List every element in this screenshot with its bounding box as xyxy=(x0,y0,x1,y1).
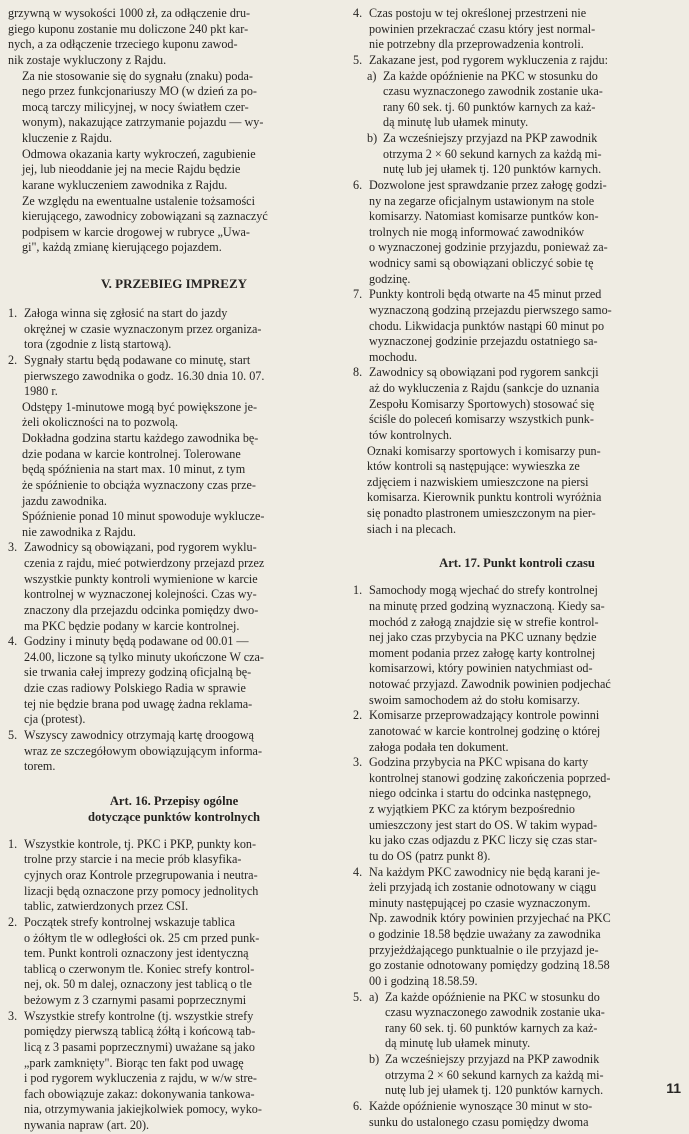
text-line: dzie podana w karcie kontrolnej. Tolerowane xyxy=(22,446,241,461)
text-line: Sygnały startu będą podawane co minutę, start xyxy=(24,352,251,367)
text-line: jazdu zawodnika. xyxy=(22,493,107,508)
text-line: kontrolnej stanowi godzinę zakończenia poprzed- xyxy=(369,770,611,785)
text-line: notować przyjazd. Zawodnik powinien podjechać xyxy=(369,677,611,691)
text-line: Zawodnicy są obowiązani, pod rygorem wyklu- xyxy=(24,540,257,555)
text-line: ściśle do poleceń komisarzy wszystkich punk- xyxy=(369,412,594,427)
text-line: żeli przyjadą ich zostanie odnotowany w ciągu xyxy=(369,880,597,895)
text-line: Załoga winna się zgłosić na start do jazdy xyxy=(24,306,228,320)
text-line: swoim samochodem aż do stołu komisarzy. xyxy=(369,692,580,707)
text-line: tablicą o czerwonym tle. Koniec strefy kontrol- xyxy=(24,961,255,976)
list-item xyxy=(8,1009,340,1134)
sub-item xyxy=(369,1052,681,1099)
text-line: podpisem w karcie drogowej w rubryce „Uwa- xyxy=(22,224,250,239)
intro-paragraph xyxy=(8,6,340,69)
art17-item-6 xyxy=(353,1099,681,1130)
item-number: 2. xyxy=(8,914,18,929)
list-item xyxy=(353,755,681,864)
section-v-list-a xyxy=(8,306,340,400)
text-line: mochód z załogą znajdzie się w strefie kontrol- xyxy=(369,614,599,629)
text-line: trolne przy starcie i na mecie prób klasyfika- xyxy=(24,852,242,867)
list-item xyxy=(353,6,681,53)
text-line: żeli okoliczności na to pozwolą. xyxy=(22,415,179,430)
text-line: Za nie stosowanie się do sygnału (znaku) poda- xyxy=(22,68,253,83)
text-line: Za wcześniejszy przyjazd na PKP zawodnik xyxy=(385,1052,600,1066)
list-item xyxy=(8,915,340,1009)
art16-heading xyxy=(8,793,340,825)
text-line: zanotować w karcie kontrolnej godzinę o której xyxy=(369,723,601,738)
start-interval-paragraph xyxy=(8,400,340,431)
text-line: nia, otrzymywania jakiejkolwiek pomocy, wyko- xyxy=(24,1102,262,1117)
text-line: Godzina przybycia na PKC wpisana do karty xyxy=(369,755,589,770)
item-text xyxy=(24,1009,340,1134)
text-line: Zawodnicy są obowiązani pod rygorem sankcji xyxy=(369,365,599,380)
sub-item-letter: a) xyxy=(367,68,377,83)
text-line: będą spóźnienia na start max. 10 minut, z tym xyxy=(22,462,246,477)
badges-paragraph xyxy=(353,444,681,538)
text-line: znaczony dla przejazdu odcinka pomiędzy dwo- xyxy=(24,602,259,617)
text-line: wonym), nakazujące zatrzymanie pojazdu — wy- xyxy=(22,115,264,130)
text-line: pierwszego zawodnika o godz. 16.30 dnia 10. 07. xyxy=(24,368,265,383)
section-v-list-b xyxy=(8,540,340,774)
list-item xyxy=(8,837,340,915)
text-line: wyznaczoną godziną przejazdu pierwszego samo- xyxy=(369,302,612,317)
text-line: Odstępy 1-minutowe mogą być powiększone je- xyxy=(22,399,257,414)
text-line: siach i na plecach. xyxy=(367,521,456,536)
card-paragraph xyxy=(8,147,340,194)
text-line: fach obowiązuje zakaz: dokonywania tankowa- xyxy=(24,1086,255,1101)
item-number: 2. xyxy=(353,708,363,723)
text-line: Komisarze przeprowadzający kontrole powinni xyxy=(369,708,600,723)
text-line: ma PKC będzie podany w karcie kontrolnej. xyxy=(24,618,240,633)
item-text xyxy=(369,365,681,443)
text-line: kluczenie z Rajdu. xyxy=(22,131,113,145)
text-line: grzywną w wysokości 1000 zł, za odłączenie dru- xyxy=(8,6,251,20)
text-line: nutę lub jej ułamek tj. 120 punktów karnych. xyxy=(383,162,602,177)
text-line: otrzyma 2 × 60 sekund karnych za każdą mi- xyxy=(383,146,602,161)
list-item xyxy=(353,287,681,365)
art17-list xyxy=(353,583,681,989)
item-text xyxy=(24,353,340,400)
item-number: 3. xyxy=(8,540,18,555)
text-line: ny na zegarze oficjalnym ustawionym na stole xyxy=(369,193,595,208)
text-line: dzie czas radiowy Polskiego Radia w sprawie xyxy=(24,681,246,695)
item-text xyxy=(24,540,340,634)
text-line: tów kontrolnych. xyxy=(369,427,452,442)
left-column xyxy=(8,6,340,1134)
item-text xyxy=(24,837,340,915)
text-line: Art. 16. Przepisy ogólne xyxy=(109,793,239,808)
text-line: tu do OS (patrz punkt 8). xyxy=(369,848,491,863)
text-line: Oznaki komisarzy sportowych i komisarzy pun- xyxy=(367,443,601,458)
text-line: przyjeżdżającego punktualnie o ile przyjazd je- xyxy=(369,942,599,957)
text-line: Początek strefy kontrolnej wskazuje tablica xyxy=(24,914,236,929)
text-line: tej nie będzie brana pod uwagę żadna reklama- xyxy=(24,696,253,711)
text-line: tora (zgodnie z listą startową). xyxy=(24,337,172,352)
art17-item-5 xyxy=(353,990,681,1099)
text-line: otrzyma 2 × 60 sekund karnych za każdą mi- xyxy=(385,1067,604,1082)
sub-item-letter: a) xyxy=(369,989,379,1004)
text-line: nie zawodnika z Rajdu. xyxy=(22,524,136,539)
text-line: Punkty kontroli będą otwarte na 45 minut przed xyxy=(369,287,602,302)
list-item xyxy=(353,53,681,69)
item-text xyxy=(369,1099,681,1130)
text-line: któw kontroli są następujące: wywieszka ze xyxy=(367,459,580,474)
item-text xyxy=(24,915,340,1009)
item-text xyxy=(369,287,681,365)
item-number: 4. xyxy=(8,634,18,649)
text-line: 00 i godziną 18.58.59. xyxy=(369,973,478,988)
text-line: godzinę. xyxy=(369,271,411,286)
section-v-heading: V. PRZEBIEG IMPREZY xyxy=(100,276,248,291)
text-line: tablic, zatwierdzonych przez CSI. xyxy=(24,899,189,914)
text-line: komisarzowi, który powinien natychmiast od- xyxy=(369,661,593,676)
text-line: rany 60 sek. tj. 60 punktów karnych za każ- xyxy=(385,1020,598,1035)
text-line: sie trwania całej imprezy godziną oficjalną bę- xyxy=(24,665,252,680)
text-line: trolnych nie mogą informować zawodników xyxy=(369,224,585,239)
text-line: 24.00, liczone są tylko minuty ukończone W cza- xyxy=(24,649,264,664)
text-line: cyjnych oraz Kontrole przegrupowania i neutra- xyxy=(24,868,258,882)
text-line: czasu wyznaczonego zawodnik zostanie uka- xyxy=(385,1005,605,1020)
sub-item-text xyxy=(383,131,681,178)
list-item xyxy=(8,306,340,353)
text-line: jej, lub nieoddanie jej na mecie Rajdu będzie xyxy=(22,162,241,177)
list-item xyxy=(353,583,681,708)
text-line: „park zamknięty". Biorąc ten fakt pod uwagę xyxy=(24,1055,244,1070)
text-line: komisarzy. Natomiast komisarze puntków kon- xyxy=(369,209,599,224)
item-text xyxy=(24,634,340,728)
text-line: dą minutę lub ułamek minuty. xyxy=(385,1036,531,1051)
item-number: 6. xyxy=(353,1098,363,1113)
text-line: powinien przekraczać czasu który jest normal- xyxy=(369,21,596,36)
text-line: karane wykluczeniem zawodnika z Rajdu. xyxy=(22,177,228,192)
sub-item-text xyxy=(385,1052,681,1099)
text-line: z wyjątkiem PKC za którym bezpośrednio xyxy=(369,802,576,816)
text-line: rany 60 sek. tj. 60 punktów karnych za każ- xyxy=(383,99,596,114)
text-line: czenia z rajdu, mieć potwierdzony przejazd przez xyxy=(24,556,265,570)
text-line: o żółtym tle w odległości ok. 25 cm przed punk- xyxy=(24,930,260,945)
art17-heading: Art. 17. Punkt kontroli czasu xyxy=(439,556,595,571)
text-line: mochodu. xyxy=(369,349,418,364)
text-line: Czas postoju w tej określonej przestrzeni nie xyxy=(369,6,587,20)
item-text xyxy=(24,728,340,775)
item-number: 5. xyxy=(8,727,18,742)
sub-item xyxy=(369,990,681,1053)
item-number: 5. xyxy=(353,52,363,67)
text-line: Godziny i minuty będą podawane od 00.01 — xyxy=(24,634,249,649)
text-line: załoga podała ten dokument. xyxy=(369,739,509,754)
text-line: zdjęciem i nazwiskiem umieszczone na piersi xyxy=(367,474,589,489)
text-line: Za wcześniejszy przyjazd na PKP zawodnik xyxy=(383,131,598,145)
text-line: niego odcinka i startu do odcinka następnego, xyxy=(369,786,592,801)
item-text xyxy=(369,178,681,287)
text-line: wyznaczonej godzinie przejazdu ostatniego sa- xyxy=(369,334,598,349)
penalty-sublist xyxy=(369,990,681,1099)
item-text xyxy=(369,708,681,755)
text-line: Np. zawodnik który powinien przyjechać na PKC xyxy=(369,911,611,926)
item-text xyxy=(369,6,681,53)
text-line: Spóźnienie ponad 10 minut spowoduje wyklucze- xyxy=(22,509,265,524)
text-line: wraz ze szczegółowym obowiązującym informa- xyxy=(24,743,262,758)
start-time-paragraph xyxy=(8,431,340,509)
text-line: dą minutę lub ułamek minuty. xyxy=(383,115,529,130)
sub-item xyxy=(367,69,681,132)
text-line: Dozwolone jest sprawdzanie przez załogę godzi- xyxy=(369,177,607,192)
text-line: dotyczące punktów kontrolnych xyxy=(88,809,260,824)
item-number: 1. xyxy=(8,306,18,320)
item-number: 2. xyxy=(8,352,18,367)
list-item xyxy=(8,540,340,634)
text-line: nik zostaje wykluczony z Rajdu. xyxy=(8,52,167,67)
item5-sublist xyxy=(353,69,681,178)
item-text xyxy=(24,306,340,353)
text-line: Ze względu na ewentualne ustalenie tożsamości xyxy=(22,193,255,208)
item-text xyxy=(369,53,681,69)
text-line: nie potrzebny dla przeprowadzenia kontroli. xyxy=(369,37,584,52)
text-line: Wszyscy zawodnicy otrzymają kartę droogową xyxy=(24,727,254,742)
text-line: wszystkie punkty kontroli wymienione w karcie xyxy=(24,571,258,586)
text-line: licą z 3 pasami poprzecznymi) uważane są jako xyxy=(24,1039,255,1054)
list-item xyxy=(8,728,340,775)
text-line: się ponadto plastronem umieszczonym na pier- xyxy=(367,506,596,520)
text-line: Zakazane jest, pod rygorem wykluczenia z rajdu: xyxy=(369,52,609,67)
text-line: nych, a za odłączenie trzeciego kuponu zawod- xyxy=(8,37,238,52)
art16-list xyxy=(8,837,340,1134)
text-line: mocą tarczy milicyjnej, w nocy światłem czer- xyxy=(22,99,249,114)
text-line: moment podania przez załogę karty kontrolnej xyxy=(369,645,596,660)
item-number: 1. xyxy=(353,583,363,598)
sub-item xyxy=(367,131,681,178)
text-line: torem. xyxy=(24,759,56,774)
text-line: Samochody mogą wjechać do strefy kontrolnej xyxy=(369,583,598,598)
text-line: Każde opóźnienie wynoszące 30 minut w sto- xyxy=(369,1098,593,1113)
text-line: aż do wykluczenia z Rajdu (sankcje do uznania xyxy=(369,381,600,395)
item-text xyxy=(369,583,681,708)
text-line: nutę lub jej ułamek tj. 120 punktów karnych. xyxy=(385,1083,604,1098)
item-number: 3. xyxy=(353,755,363,770)
text-line: kierującego, zawodnicy zobowiązani są zaznaczyć xyxy=(22,209,268,224)
right-column xyxy=(353,6,681,1130)
item-text xyxy=(369,865,681,990)
item-number: 1. xyxy=(8,836,18,851)
text-line: Zespołu Komisarzy Sportowych) stosować się xyxy=(369,396,595,411)
text-line: beżowym z 3 czarnymi pasami poprzecznymi xyxy=(24,993,247,1007)
late-start-paragraph xyxy=(8,509,340,540)
text-line: 1980 r. xyxy=(24,384,58,399)
item-number: 3. xyxy=(8,1008,18,1023)
text-line: umieszczony jest start do OS. W takim wypad- xyxy=(369,817,598,832)
item-number: 4. xyxy=(353,6,363,20)
text-line: nej jako czas przybycia na PKC uznany będzie xyxy=(369,630,597,645)
list-item xyxy=(353,708,681,755)
sub-item-text xyxy=(385,990,681,1053)
text-line: komisarza. Kierownik punktu kontroli wyróżnia xyxy=(367,490,602,505)
text-line: Wszystkie strefy kontrolne (tj. wszystkie strefy xyxy=(24,1008,254,1023)
text-line: lizacji będą oznaczone przy pomocy jednolitych xyxy=(24,883,259,898)
text-line: o wyznaczonej godzinie przyjazdu, ponieważ za- xyxy=(369,240,608,255)
text-line: cja (protest). xyxy=(24,712,86,727)
text-line: czasu wyznaczonego zawodnik zostanie uka- xyxy=(383,84,603,99)
text-line: gi", każdą zmianę kierującego pojazdem. xyxy=(22,240,222,255)
text-line: Wszystkie kontrole, tj. PKC i PKP, punkty kon- xyxy=(24,836,257,851)
signals-paragraph xyxy=(8,69,340,147)
text-line: że spóźnienie to obciąża wyznaczony czas prze- xyxy=(22,477,256,492)
text-line: o godzinie 18.58 będzie uważany za zawodnika xyxy=(369,927,601,941)
text-line: Na każdym PKC zawodnicy nie będą karani je- xyxy=(369,864,600,879)
text-line: Dokładna godzina startu każdego zawodnika bę- xyxy=(22,431,259,445)
item-number: 7. xyxy=(353,287,363,302)
list-item xyxy=(8,353,340,400)
text-line: go zostanie odnotowany pomiędzy godziną 18.58 xyxy=(369,958,610,973)
list-item xyxy=(353,178,681,287)
text-line: ku jako czas odjazdu z PKC liczy się czas star- xyxy=(369,833,597,848)
sub-item-text xyxy=(383,69,681,132)
text-line: i pod rygorem wykluczenia z rajdu, w w/w stre- xyxy=(24,1071,257,1086)
text-line: Odmowa okazania karty wykroczeń, zagubienie xyxy=(22,146,256,161)
art16-list-continued xyxy=(353,6,681,69)
text-line: pomiędzy pierwszą tablicą żółtą i końcową tab- xyxy=(24,1024,256,1039)
text-line: okrężnej w czasie wyznaczonym przez organiza- xyxy=(24,321,262,336)
item-number: 5. xyxy=(353,989,363,1004)
art16-list-continued-b xyxy=(353,178,681,444)
sub-item-letter: b) xyxy=(367,131,378,145)
list-item xyxy=(353,865,681,990)
item-text xyxy=(369,755,681,864)
text-line: na minutę przed godziną wyznaczoną. Kiedy sa- xyxy=(369,598,605,613)
text-line: wodnicy sami są obowiązani obliczyć sobie tę xyxy=(369,256,594,270)
sub-item-letter: b) xyxy=(369,1052,380,1066)
text-line: chodu. Likwidacja punktów nastąpi 60 minut po xyxy=(369,318,605,333)
text-line: Za każde opóźnienie na PKC w stosunku do xyxy=(383,68,598,83)
text-line: tem. Punkt kontroli oznaczony jest identyczną xyxy=(24,946,249,961)
text-line: minuty następującej po czasie wyznaczonym. xyxy=(369,895,591,910)
list-item xyxy=(8,634,340,728)
text-line: sunku do ustalonego czasu pomiędzy dwoma xyxy=(369,1114,589,1129)
text-line: giego kuponu zostanie mu doliczone 240 pkt kar- xyxy=(8,21,249,36)
list-item xyxy=(353,365,681,443)
page-number: 11 xyxy=(666,1080,681,1096)
identity-paragraph xyxy=(8,194,340,257)
text-line: Za każde opóźnienie na PKC w stosunku do xyxy=(385,989,600,1004)
item-number: 4. xyxy=(353,864,363,879)
text-line: kontrolnej w wyznaczonej kolejności. Czas wy- xyxy=(24,587,257,602)
item-number: 8. xyxy=(353,365,363,380)
text-line: nywania napraw (art. 20). xyxy=(24,1118,150,1132)
text-line: nego przez funkcjonariuszy MO (w dzień za po- xyxy=(22,84,257,99)
text-line: nej, ok. 50 m dalej, oznaczony jest tablicą o tle xyxy=(24,977,252,992)
item-number: 6. xyxy=(353,177,363,192)
